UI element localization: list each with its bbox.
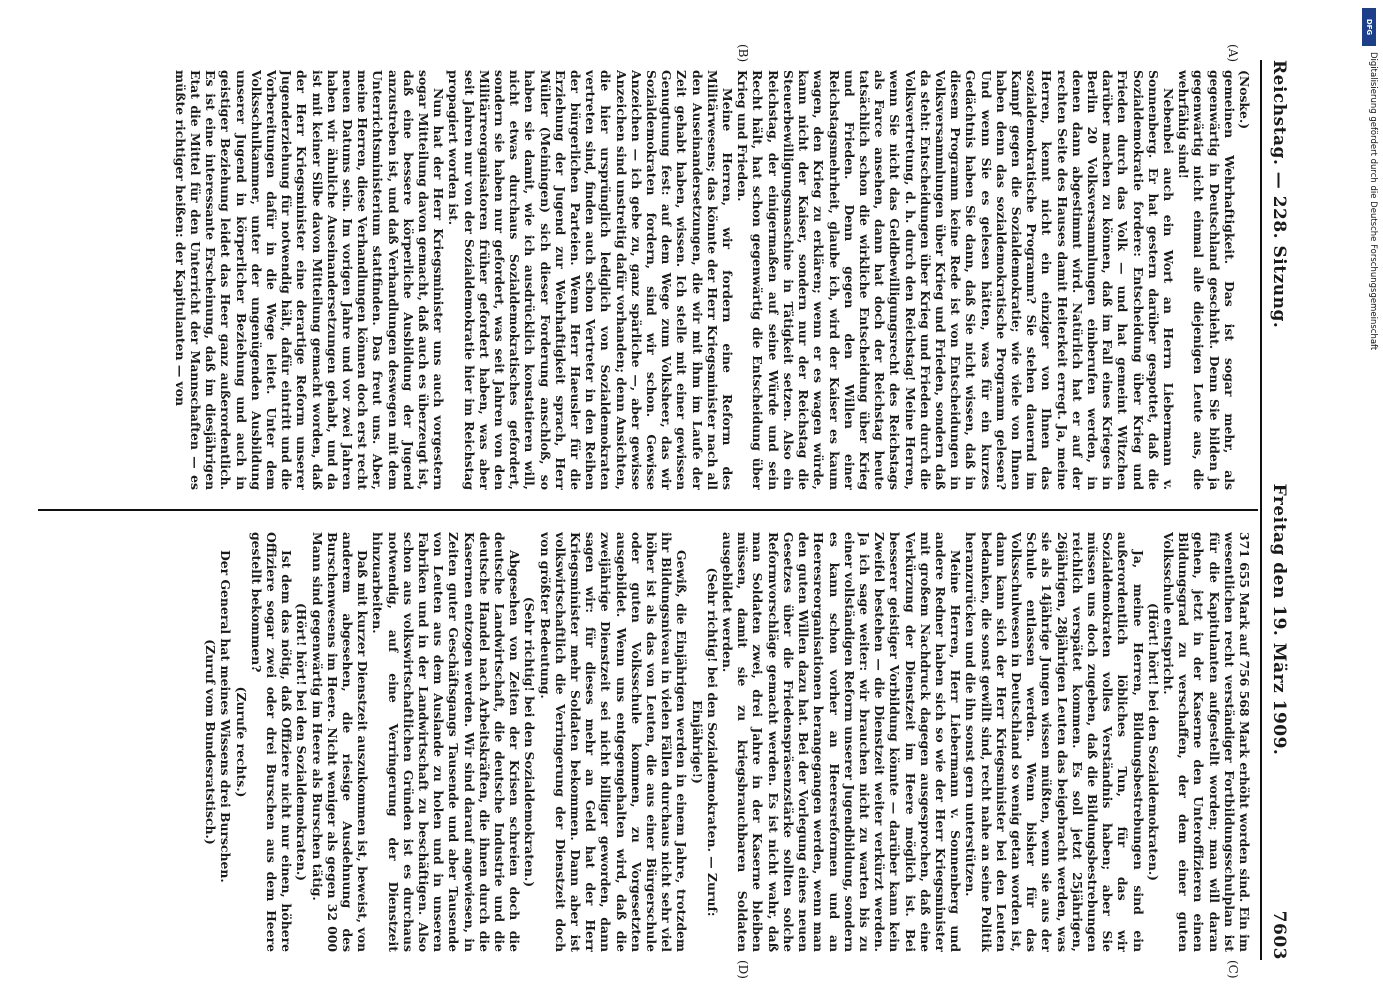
page-number: 7603 xyxy=(1269,910,1289,960)
margin-marker-d: (D) xyxy=(736,960,750,979)
interjection: (Hört! hört! bei den Sozialdemokraten.) xyxy=(294,602,310,882)
speaker-tag: (Noske.) xyxy=(1237,70,1252,130)
paragraph: Ja, meine Herren, Bildungsbestrebungen sind ein außerordentlich löbliches Tun, für das wir Sozialdemokraten volles Verständnis haben; aber Sie müssen uns doch zugeben, daß die Bildungsbestrebungen reichlich verspätet kommen. Es soll jetzt 25jährigen, 26jährigen, 28jährigen Leuten das beigebracht werden, was sie als 14jährige Jungen wissen müßten, wenn sie aus der Schule entlassen werden. Wenn bisher für das Volksschulwesen in Deutschland so wenig getan worden ist, dann kann sich der Herr Kriegsminister bei den Leuten bedanken, die sonst gewillt sind, recht nahe an seine Politik heranzurücken und die ihn sonst gern unterstützen. xyxy=(963,532,1146,952)
paragraph: Daß mit kurzer Dienstzeit auszukommen ist, beweist, von anderem abgesehen, die riesige Ausdehnung des Burschenwesens im Heere. Nicht weniger als gegen 32 000 Mann sind gegenwärtig im Heere als Burschen tätig. xyxy=(309,532,371,952)
header-left: Reichstag. — 228. Sitzung. xyxy=(1269,60,1289,329)
interjection: (Hört! hört! bei den Sozialdemokraten.) xyxy=(1145,602,1161,882)
margin-marker-b: (B) xyxy=(736,44,750,63)
right-column xyxy=(40,532,1252,952)
paragraph: Der General hat meines Wissens drei Burschen. xyxy=(218,550,234,883)
left-column xyxy=(40,70,1252,490)
paragraph: 371 655 Mark auf 756 568 Mark erhöht worden sind. Ein im wesentlichen recht verständiger Fortbildungsschulplan ist für die Kapitulanten aufgestellt worden; man will daran gehen, jetzt in der Kaserne den Unteroffizieren einen Bildungsgrad zu verschaffen, der dem einer guten Volksschule entspricht. xyxy=(1160,532,1252,952)
dfg-logo: DFG xyxy=(1362,8,1376,46)
interjection: (Zuruf vom Bundesratstisch.) xyxy=(203,639,219,845)
rotated-page xyxy=(20,40,1310,980)
margin-marker-a: (A) xyxy=(1226,44,1240,63)
margin-marker-c: (C) xyxy=(1226,960,1240,979)
paragraph: gemeinen Wehrhaftigkeit. Das ist sogar mehr, als gegenwärtig in Deutschland geschieht. Denn Sie bilden ja gegenwärtig nicht einmal alle diejenigen Leute aus, die wehrfähig sind! xyxy=(1176,70,1237,490)
header-date: Freitag den 19. März 1909. xyxy=(1269,483,1289,756)
page-header xyxy=(1266,60,1292,960)
digitization-strip xyxy=(1362,8,1378,994)
digitization-credit: Digitalisierung gefördert durch die Deutsche Forschungsgemeinschaft xyxy=(1368,52,1378,351)
paragraph: Nebenbei auch ein Wort an Herrn Liebermann v. Sonnenberg. Er hat gestern darüber gespottet, daß die Sozialdemokratie fordere: Entscheidung über Krieg und Frieden durch das Volk — und hat gemeint Witzchen darüber machen zu können, daß im Fall eines Krieges in Berlin 20 Volksversammlungen einberufen werden, in denen dann abgestimmt wird. Natürlich hat er auf der rechten Seite des Hauses damit Heiterkeit erregt. Ja, meine Herren, kennt nicht ein einziger von Ihnen das sozialdemokratische Programm? Sie stehen dauernd im Kampf gegen die Sozialdemokratie; wie viele von Ihnen haben denn das sozialdemokratische Programm gelesen? Und wenn Sie es gelesen hätten, was für ein kurzes Gedächtnis haben Sie dann, daß Sie nicht wissen, daß in diesem Programm keine Rede ist von Entscheidungen in Volksversammlungen über Krieg und Frieden, sondern daß da steht: Entscheidungen über Krieg und Frieden durch die Volksvertretung, d. h. durch den Reichstag! Meine Herren, wenn Sie nicht das Geldbewilligungsrecht des Reichstags als Farce ansehen, dann hat doch der Reichstag heute tatsächlich schon die wirkliche Entscheidung über Krieg und Frieden. Denn gegen den Willen einer Reichstagsmehrheit, glaube ich, wird der Kaiser es kaum wagen, den Krieg zu erklären; wenn er es wagen würde, kann nicht der Kaiser, sondern nur der Reichstag die Steuerbewilligungsmaschine in Tätigkeit setzen. Also ein Reichstag, der einigermaßen auf seine Würde und sein Recht hält, hat schon gegenwärtig die Entscheidung über Krieg und Frieden. xyxy=(735,70,1176,490)
interjection: (Zurufe rechts.) xyxy=(233,686,249,798)
interjection: (Sehr richtig! bei den Sozialdemokraten.) xyxy=(522,596,538,888)
paragraph: Nun hat der Herr Kriegsminister uns auch vorgestern sogar Mitteilung davon gemacht, daß auch es überzeugt ist, daß eine bessere körperliche Ausbildung der Jugend anzustreben ist, und daß Verhandlungen deswegen mit dem Unterrichtsministerium stattfinden. Das freut uns. Aber, meine Herren, diese Verhandlungen können doch erst recht neuen Datums sein. Im vorigen Jahre und vor zwei Jahren haben wir ähnliche Auseinandersetzungen gehabt, und da ist mit keiner Silbe davon Mitteilung gemacht worden, daß der Herr Kriegsminister eine derartige Reform unserer Jugenderziehung für notwendig hält, dafür eintritt und die Vorbereitungen dafür in die Wege leitet. Unter dem Volksschulkammer, unter der ungenügenden Ausbildung unserer Jugend in körperlicher Beziehung und auch in geistiger Beziehung leidet das Heer ganz außerordentlich. Es ist eine interessante Erscheinung, daß im diesjährigen Etat die Mittel für den Unterricht der Mannschaften — es müßte richtiger heißen: der Kapitulanten — von xyxy=(172,70,447,490)
paragraph: Meine Herren, Herr Liebermann v. Sonnenberg und andere Redner haben sich so wie der Herr Kriegsminister mit großem Nachdruck dagegen ausgesprochen, daß eine Verkürzung der Dienstzeit im Heere möglich ist. Bei besserer geistiger Vorbildung könnte — darüber kann kein Zweifel bestehen — die Dienstzeit weiter verkürzt werden. Ja ich sage weiter: wir brauchen nicht zu warten bis zu einer vollständigen Reform unserer Jugendbildung, sondern es kann schon vorher an Heeresreformen und an Heeresreorganisationen herangegangen werden, wenn man den guten Willen dazu hat. Bei der Vorlegung eines neuen Gesetzes über die Friedenspräsenzstärke sollten solche Reformvorschläge gemacht werden. Es ist nicht wahr, daß man Soldaten zwei, drei Jahre in der Kaserne bleiben müssen, damit sie zu kriegsbrauchbaren Soldaten ausgebildet werden. xyxy=(720,532,964,952)
paragraph: Meine Herren, wir fordern eine Reform des Militärwesens; das könnte der Herr Kriegsminister nach all den Auseinandersetzungen, die wir mit ihm im Laufe der Zeit gehabt haben, wissen. Ich stelle mit einer gewissen Genugtuung fest: auf dem Wege zum Volksheer, das wir Sozialdemokraten fordern, sind wir schon. Gewisse Anzeichen — ich gebe zu, ganz spärliche —, aber gewisse Anzeichen sind unstreitig dafür vorhanden; denn Ansichten, die hier ursprünglich lediglich von Sozialdemokraten vertreten sind, finden auch schon Vertreter in den Reihen der bürgerlichen Parteien. Wenn Herr Haeusler für die Erziehung der Jugend zur Wehrhaftigkeit sprach, Herr Müller (Meiningen) sich dieser Forderung anschloß, so haben sie damit, wie ich ausdrücklich konstatieren will, nicht etwas durchaus Sozialdemokratisches gefordert, sondern sie haben nur gefordert, was seit Jahren von den Militärreorganisatoren früher gefordert haben, was aber seit Jahren nur von der Sozialdemokratie hier im Reichstag propagiert worden ist. xyxy=(446,70,736,490)
paragraph: Gewiß, die Einjährigen werden in einem Jahre, trotzdem ihr Bildungsniveau in vielen Fällen durchaus nicht sehr viel höher ist als das von Leuten, die aus einer Bürgerschule oder guten Volksschule kommen, zu Vorgesetzten ausgebildet. Wenn uns entgegengehalten wird, daß die zweijährige Dienstzeit sei nicht billiger geworden, dann sagen wir: für dieses mehr an Geld hat der Herr Kriegsminister mehr Soldaten bekommen. Dann aber ist volkswirtschaftlich die Verringerung der Dienstzeit doch von größter Bedeutung. xyxy=(537,532,690,952)
column-divider xyxy=(38,509,1258,511)
paragraph: Abgesehen von Zeiten der Krisen schreien doch die deutsche Landwirtschaft, die deutsche Industrie und die deutsche Handel nach Arbeitskräften, die ihnen durch die Kasernen entzogen werden. Wir sind darauf angewiesen, in Zeiten guter Geschäftsgangs Tausende und aber Tausende von Leuten aus dem Auslande zu holen und in unseren Fabriken und in der Landwirtschaft zu beschäftigen. Also schon aus volkswirtschaftlichen Gründen ist es durchaus notwendig, auf eine Verringerung der Dienstzeit hinzuarbeiten. xyxy=(370,532,523,952)
header-rule xyxy=(1260,60,1262,960)
interjection: (Sehr richtig! bei den Sozialdemokraten. — Zuruf: Einjährige!) xyxy=(689,567,720,917)
paragraph: Ist dem das nötig, daß Offiziere nicht nur einen, höhere Offiziere sogar zwei oder drei Burschen aus dem Heere gestellt bekommen? xyxy=(248,532,295,952)
